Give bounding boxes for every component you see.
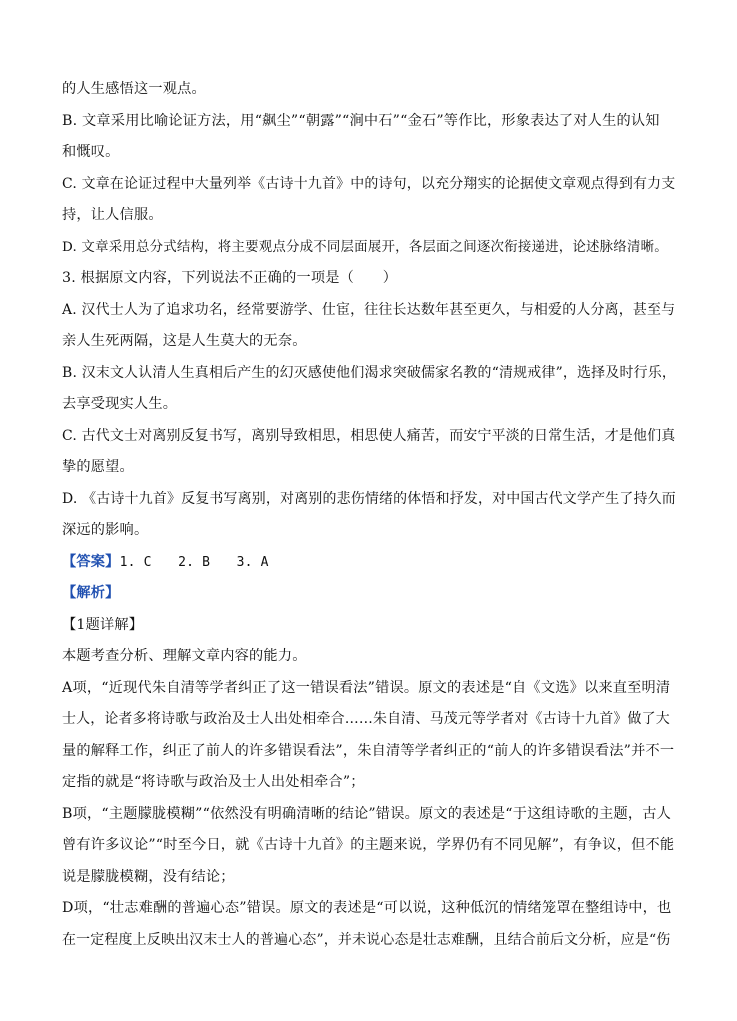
text-line: 的人生感悟这一观点。	[62, 81, 206, 97]
text-line: A项，“近现代朱自清等学者纠正了这一错误看法”错误。原文的表述是“自《文选》以来直至明清	[62, 679, 671, 696]
text-line: 定指的就是“将诗歌与政治及士人出处相牵合”；	[62, 774, 365, 790]
question-stem: 3. 根据原文内容，下列说法不正确的一项是（ ）	[62, 270, 398, 286]
text-line: 曾有许多议论”“时至今日，就《古诗十九首》的主题来说，学界仍有不同见解”，有争议，但不能	[62, 837, 675, 853]
answer-label: 【答案】	[62, 553, 120, 570]
text-line: B. 文章采用比喻论证方法，用“飙尘”“朝露”“涧中石”“金石”等作比，形象表达了对人生的认知	[62, 112, 660, 129]
text-line: C. 文章在论证过程中大量列举《古诗十九首》中的诗句，以充分翔实的论据使文章观点得到有力支	[62, 175, 676, 192]
text-line: 说是朦胧模糊，没有结论；	[62, 868, 235, 885]
text-line: B. 汉末文人认清人生真相后产生的幻灭感使他们渴求突破儒家名教的“清规戒律”，选择及时行乐，	[62, 364, 676, 381]
text-line: D. 文章采用总分式结构，将主要观点分成不同层面展开，各层面之间逐次衔接递进，论述脉络清晰。	[62, 239, 668, 255]
text-line: 深远的影响。	[62, 522, 149, 538]
text-line: D. 《古诗十九首》反复书写离别，对离别的悲伤情绪的体悟和抒发，对中国古代文学产生了持久而	[62, 490, 676, 507]
text-line: A. 汉代士人为了追求功名，经常要游学、仕宦，往往长达数年甚至更久，与相爱的人分离，甚至与	[62, 301, 676, 318]
text-line: 挚的愿望。	[62, 459, 134, 475]
text-line: C. 古代文士对离别反复书写，离别导致相思，相思使人痛苦，而安宁平淡的日常生活，才是他们真	[62, 427, 676, 444]
text-line: 士人，论者多将诗歌与政治及士人出处相牵合……朱自清、马茂元等学者对《古诗十九首》做了大	[62, 711, 670, 727]
analysis-line	[62, 578, 678, 610]
text-line: 在一定程度上反映出汉末士人的普遍心态”，并未说心态是壮志难酬，且结合前后文分析，应是“伤	[62, 931, 671, 948]
analysis-label: 【解析】	[62, 585, 120, 601]
text-line: 本题考查分析、理解文章内容的能力。	[62, 648, 307, 664]
text-line: 和慨叹。	[62, 144, 120, 160]
text-line: D项，“壮志难酬的普遍心态”错误。原文的表述是“可以说，这种低沉的情绪笼罩在整组诗中，也	[62, 900, 672, 916]
detail-heading: 【1题详解】	[62, 616, 144, 633]
answer-text: 1. C 2. B 3. A	[119, 554, 269, 570]
text-line: 量的解释工作，纠正了前人的许多错误看法”，朱自清等学者纠正的“前人的许多错误看法”并不一	[62, 742, 675, 759]
text-line: 持，让人信服。	[62, 207, 163, 223]
answer-line	[62, 547, 678, 579]
text-line: B项，“主题朦胧模糊”“依然没有明确清晰的结论”错误。原文的表述是“于这组诗歌的主题，古人	[62, 805, 672, 822]
document-page	[62, 74, 678, 956]
text-line: 亲人生死两隔，这是人生莫大的无奈。	[62, 333, 307, 349]
text-line: 去享受现实人生。	[62, 396, 178, 412]
